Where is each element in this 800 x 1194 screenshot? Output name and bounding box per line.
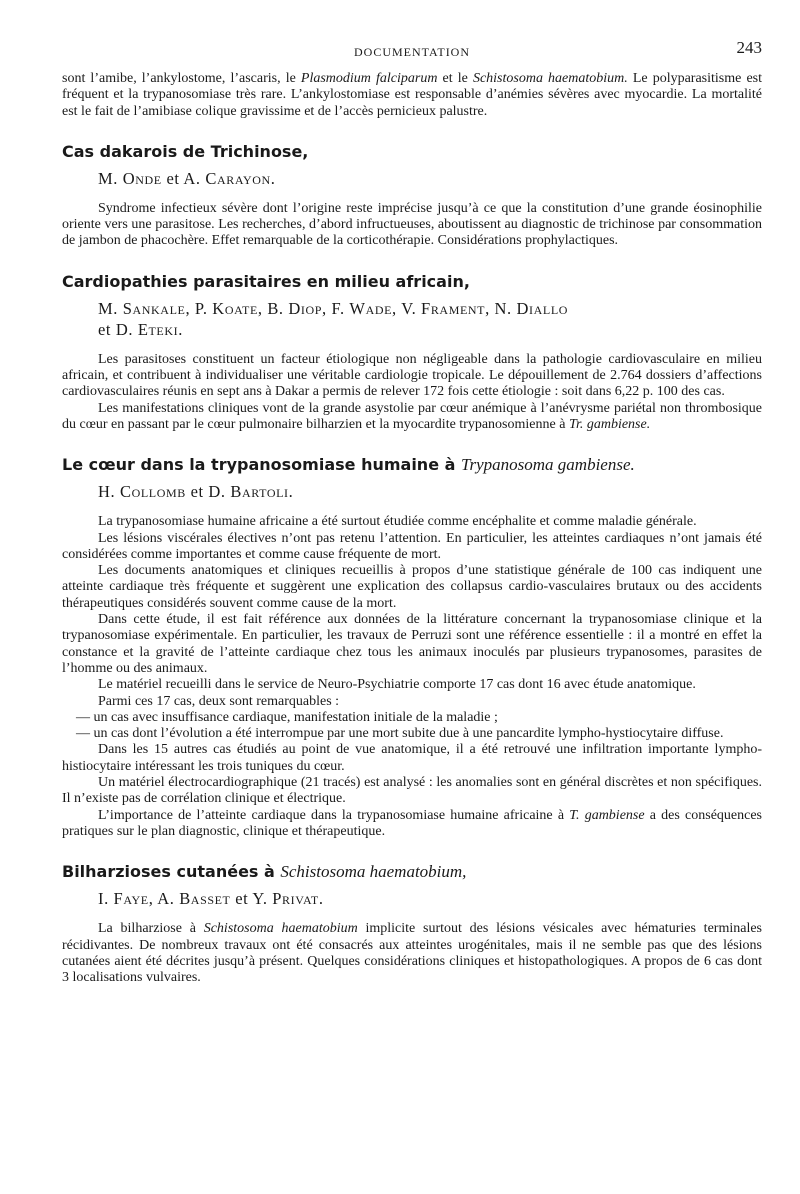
running-header: [62, 0, 762, 59]
abstract-paragraph: Dans cette étude, il est fait référence aux données de la littérature concernant la trypanosomiase clinique et la trypanosomiase expérimentale. En particulier, les travaux de Perruzi sont une référence essentielle : il a montré en effet la constance et la gravité de l’atteinte cardiaque chez tous les animaux inoculés par plusieurs trypanosomes, parasites de l’homme ou des animaux.: [62, 612, 762, 676]
abstract-paragraph: L’importance de l’atteinte cardiaque dans la trypanosomiase humaine africaine à T. gambiense a des conséquences pratiques sur le plan diagnostic, clinique et thérapeutique.: [62, 807, 763, 839]
authors: M. Onde et A. Carayon.: [98, 168, 276, 188]
section-title: Cas dakarois de Trichinose,: [62, 141, 309, 161]
running-title: DOCUMENTATION: [353, 45, 471, 59]
dash-item: — un cas dont l’évolution a été interrompue par une mort subite due à une pancardite lympho-hystiocytaire diffuse.: [76, 726, 724, 742]
section-title: Bilharzioses cutanées à Schistosoma haematobium,: [62, 862, 467, 882]
abstract-paragraph: Les lésions viscérales électives n’ont pas retenu l’attention. En particulier, les atteintes cardiaques n’ont jamais été considérées comme importantes et comme cause fréquente de mort.: [62, 530, 762, 562]
intro-paragraph: sont l’amibe, l’ankylostome, l’ascaris, le Plasmodium falciparum et le Schistosoma haematobium. Le polyparasitisme est fréquent et la trypanosomiase très rare. L’ankylostomiase est responsable d’anémies sévères avec myocardie. La mortalité est le fait de l’amibiase colique gravissime et de l’accès pernicieux palustre.: [62, 71, 762, 119]
dash-item: — un cas avec insuffisance cardiaque, manifestation initiale de la maladie ;: [76, 709, 498, 725]
authors: H. Collomb et D. Bartoli.: [98, 482, 294, 502]
abstract-paragraph: Les parasitoses constituent un facteur étiologique non négligeable dans la pathologie cardiovasculaire en milieu africain, et contribuent à individualiser une véritable cardiologie tropicale. Le dépouillement de 2.764 dossiers d’affections cardiovasculaires réunis en sept ans à Dakar a permis de relever 172 fois cette étiologie : soit dans 6,22 p. 100 des cas.: [62, 351, 762, 400]
authors: I. Faye, A. Basset et Y. Privat.: [98, 889, 324, 909]
abstract-paragraph: Les manifestations cliniques vont de la grande asystolie par cœur anémique à l’anévrysme pariétal non thrombosique du cœur en passant par le cœur pulmonaire bilharzien et la myocardite trypanosomienne à Tr. gambiense.: [62, 400, 762, 432]
abstract-paragraph: La bilharziose à Schistosoma haematobium implicite surtout des lésions vésicales avec hématuries terminales récidivantes. De nombreux travaux ont été consacrés aux atteintes urogénitales, mais il ne semble pas que des lésions cutanées aient été décrites jusqu’à présent. Quelques considérations cliniques et histopathologiques. A propos de 6 cas dont 3 localisations vulvaires.: [62, 921, 762, 986]
abstract-paragraph: Dans les 15 autres cas étudiés au point de vue anatomique, il a été retrouvé une infiltration importante lympho-histiocytaire intéressant les trois tuniques du cœur.: [62, 742, 762, 774]
abstract-cardiopathies: [62, 272, 762, 433]
abstract-paragraph: Parmi ces 17 cas, deux sont remarquables :: [98, 693, 340, 709]
authors: M. Sankale, P. Koate, B. Diop, F. Wade, V. Frament, N. Diallo et D. Eteki.: [98, 298, 569, 339]
document-page: [62, 0, 762, 986]
abstract-trichinose: [62, 142, 762, 250]
section-title: Le cœur dans la trypanosomiase humaine à Trypanosoma gambiense.: [62, 455, 635, 475]
section-title: Cardiopathies parasitaires en milieu africain,: [62, 271, 470, 291]
abstract-coeur-trypanosomiase: [62, 455, 762, 840]
abstract-paragraph: La trypanosomiase humaine africaine a été surtout étudiée comme encéphalite et comme maladie générale.: [98, 514, 697, 530]
abstract-paragraph: Syndrome infectieux sévère dont l’origine reste imprécise jusqu’à ce que la constitution d’une grande éosinophilie oriente vers une parasitose. Les recherches, d’abord infructueuses, aboutissent au diagnostic de trichinose par consommation de jambon de phacochère. Effet remarquable de la corticothérapie. Considérations prophylactiques.: [62, 200, 762, 249]
page-number: 243: [736, 38, 762, 57]
abstract-paragraph: Le matériel recueilli dans le service de Neuro-Psychiatrie comporte 17 cas dont 16 avec étude anatomique.: [98, 677, 696, 693]
abstract-bilharzioses: [62, 862, 762, 986]
abstract-paragraph: Un matériel électrocardiographique (21 tracés) est analysé : les anomalies sont en général discrètes et non spécifiques. Il n’existe pas de corrélation clinique et électrique.: [62, 775, 762, 807]
abstract-paragraph: Les documents anatomiques et cliniques recueillis à propos d’une statistique générale de 100 cas indiquent une atteinte cardiaque très fréquente et suggèrent une explication des collapsus cardio-vasculaires brutaux ou des accidents thérapeutiques considérés souvent comme cause de la mort.: [62, 563, 762, 611]
